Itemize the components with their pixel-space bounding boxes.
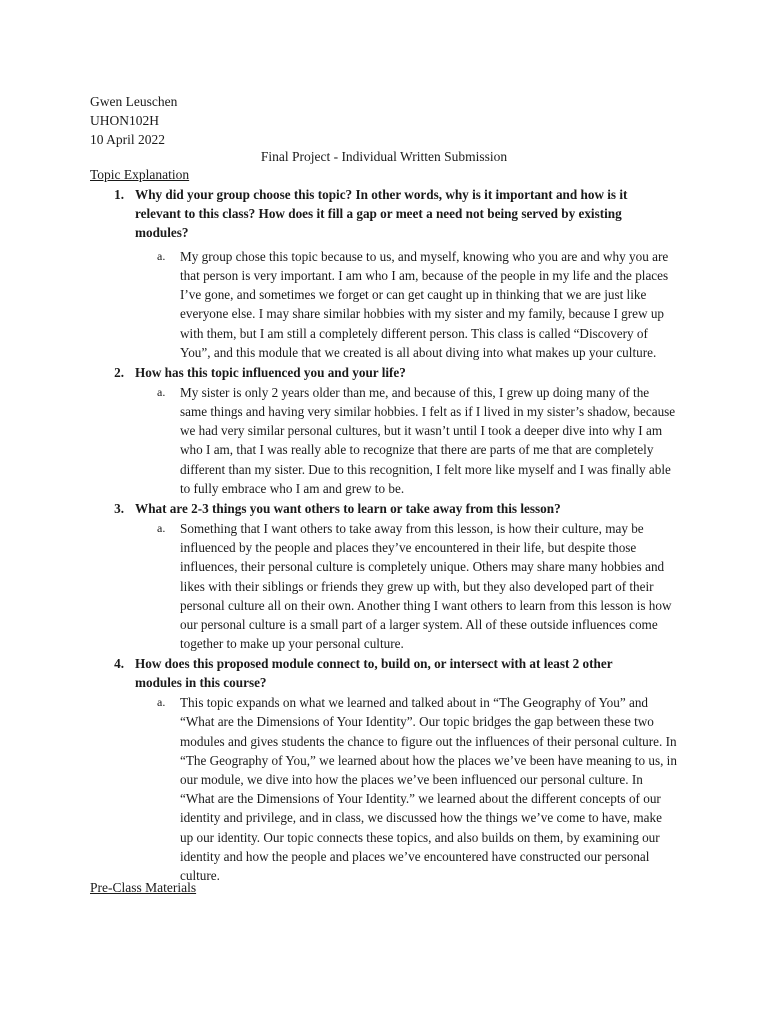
question-item (90, 655, 690, 693)
document-date: 10 April 2022 (90, 132, 166, 147)
section-heading-pre-class-materials: Pre-Class Materials (90, 880, 197, 895)
question-number: 1. (114, 187, 124, 202)
answer-item (157, 247, 690, 362)
answer-text: My group chose this topic because to us, and myself, knowing who you are and why you are that person is very important. I am who I am, because of the people in my life and the places I’ve gone, and sometimes we forget or can get caught up in thinking that we are just like everyone else. I may share similar hobbies with my sister and my family, because I grew up with them, but I am still a completely different person. This class is called “Discovery of You”, and this module that we created is all about diving into what makes up your culture. (180, 248, 669, 360)
question-text: Why did your group choose this topic? In other words, why is it important and how is it relevant to this class? How does it fill a gap or meet a need not being served by existing modules? (135, 187, 628, 240)
answer-text: Something that I want others to take away from this lesson, is how their culture, may be influenced by the people and places they’ve encountered in their life, but despite those influences, their personal culture is completely unique. Others may share many hobbies and likes with their siblings or friends they grew up with, but they also developed part of their personal culture all on their own. Another thing I want others to learn from this lesson is how our personal culture is a small part of a larger system. All of these outside influences come together to make up your personal culture. (180, 520, 672, 652)
question-text: How does this proposed module connect to, build on, or intersect with at least 2 other modules in this course? (135, 656, 613, 691)
answer-label: a. (157, 248, 166, 263)
answer-label: a. (157, 520, 166, 535)
question-item (90, 186, 690, 243)
question-number: 2. (114, 364, 124, 380)
answer-item (157, 519, 690, 653)
course-code: UHON102H (90, 113, 159, 128)
answer-label: a. (157, 695, 166, 710)
question-number: 3. (114, 501, 124, 517)
question-item (90, 500, 690, 519)
section-heading-topic-explanation: Topic Explanation (90, 167, 190, 182)
answer-item (157, 383, 690, 498)
answer-label: a. (157, 384, 166, 399)
question-text: What are 2-3 things you want others to learn or take away from this lesson? (135, 501, 561, 517)
question-text: How has this topic influenced you and your life? (135, 364, 406, 380)
question-number: 4. (114, 656, 124, 672)
document-title: Final Project - Individual Written Submission (260, 149, 508, 164)
answer-text: My sister is only 2 years older than me, and because of this, I grew up doing many of the same things and having very similar hobbies. I felt as if I lived in my sister’s shadow, because we had very similar personal cultures, but it wasn’t until I took a deeper dive into why I am who I am, that I was really able to recognize that there are parts of me that are completely different than my sister. Due to this recognition, I felt more like myself and I was finally able to fully embrace who I am and grew to be. (180, 384, 676, 496)
author-name: Gwen Leuschen (90, 94, 178, 109)
answer-text: This topic expands on what we learned and talked about in “The Geography of You” and “What are the Dimensions of Your Identity”. Our topic bridges the gap between these two modules and gives students the chance to figure out the influences of their personal culture. In “The Geography of You,” we learned about how the places we’ve been have meaning to us, in our module, we dive into how the places we’ve been influenced our personal culture. In “What are the Dimensions of Your Identity.” we learned about the different concepts of our identity and privilege, and in class, we discussed how the things we’ve come to have, make up our identity. Our topic connects these topics, and also builds on them, by examining our identity and how the people and places we’ve encountered have constructed our personal culture. (180, 695, 677, 884)
answer-item (157, 693, 690, 885)
question-item (90, 364, 690, 383)
question-list (90, 186, 690, 885)
